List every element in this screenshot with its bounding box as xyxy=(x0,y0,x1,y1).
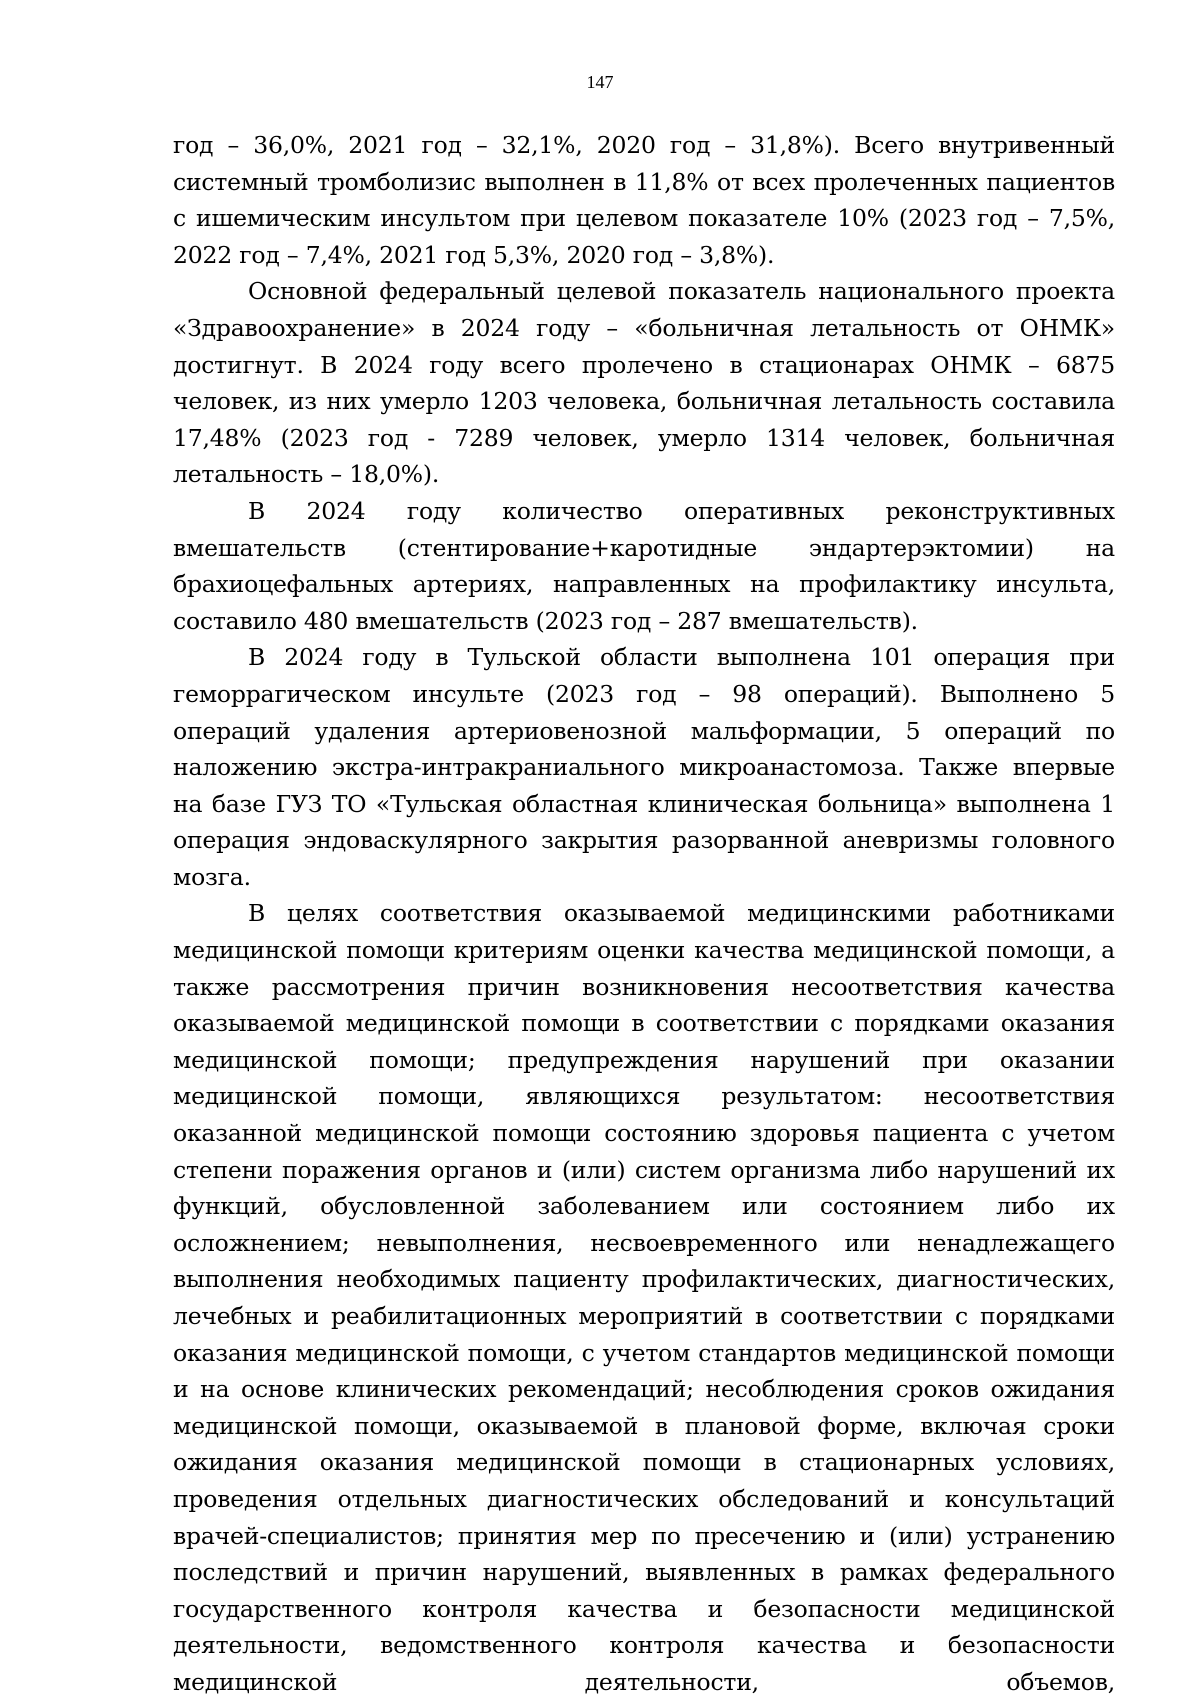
paragraph-federal-indicator: Основной федеральный целевой показатель национального проекта «Здравоохранение» в 2024 году – «больничная летальность от ОНМК» достигнут. В 2024 году всего пролечено в стационарах ОНМК – 6875 человек, из них умерло 1203 человека, больничная летальность составила 17,48% (2023 год - 7289 человек, умерло 1314 человек, больничная летальность – 18,0%). xyxy=(173,277,1115,489)
paragraph-reconstructive-interventions: В 2024 году количество оперативных реконструктивных вмешательств (стентирование+каротидные эндартерэктомии) на брахиоцефальных артериях, направленных на профилактику инсульта, составило 480 вмешательств (2023 год – 287 вмешательств). xyxy=(173,496,1115,635)
paragraph-thrombolysis: год – 36,0%, 2021 год – 32,1%, 2020 год – 31,8%). Всего внутривенный системный тромболизис выполнен в 11,8% от всех пролеченных пациентов с ишемическим инсультом при целевом показателе 10% (2023 год – 7,5%, 2022 год – 7,4%, 2021 год 5,3%, 2020 год – 3,8%). xyxy=(173,131,1115,269)
body-text xyxy=(173,127,1115,1701)
paragraph-quality-control: В целях соответствия оказываемой медицинскими работниками медицинской помощи критериям оценки качества медицинской помощи, а также рассмотрения причин возникновения несоответствия качества оказываемой медицинской помощи в соответствии с порядками оказания медицинской помощи; предупреждения нарушений при оказании медицинской помощи, являющихся результатом: несоответствия оказанной медицинской помощи состоянию здоровья пациента с учетом степени поражения органов и (или) систем организма либо нарушений их функций, обусловленной заболеванием или состоянием либо их осложнением; невыполнения, несвоевременного или ненадлежащего выполнения необходимых пациенту профилактических, диагностических, лечебных и реабилитационных мероприятий в соответствии с порядками оказания медицинской помощи, с учетом стандартов медицинской помощи и на основе клинических рекомендаций; несоблюдения сроков ожидания медицинской помощи, оказываемой в плановой форме, включая сроки ожидания оказания медицинской помощи в стационарных условиях, проведения отдельных диагностических обследований и консультаций врачей-специалистов; принятия мер по пресечению и (или) устранению последствий и причин нарушений, выявленных в рамках федерального государственного контроля качества и безопасности медицинской деятельности, ведомственного контроля качества и безопасности медицинской деятельности, объемов, xyxy=(173,899,1115,1696)
page-number: 147 xyxy=(586,72,614,92)
paragraph-hemorrhagic-stroke-operations: В 2024 году в Тульской области выполнена 101 операция при геморрагическом инсульте (2023 год – 98 операций). Выполнено 5 операций удаления артериовенозной мальформации, 5 операций по наложению экстра-интракраниального микроанастомоза. Также впервые на базе ГУЗ ТО «Тульская областная клиническая больница» выполнена 1 операция эндоваскулярного закрытия разорванной аневризмы головного мозга. xyxy=(173,643,1115,891)
